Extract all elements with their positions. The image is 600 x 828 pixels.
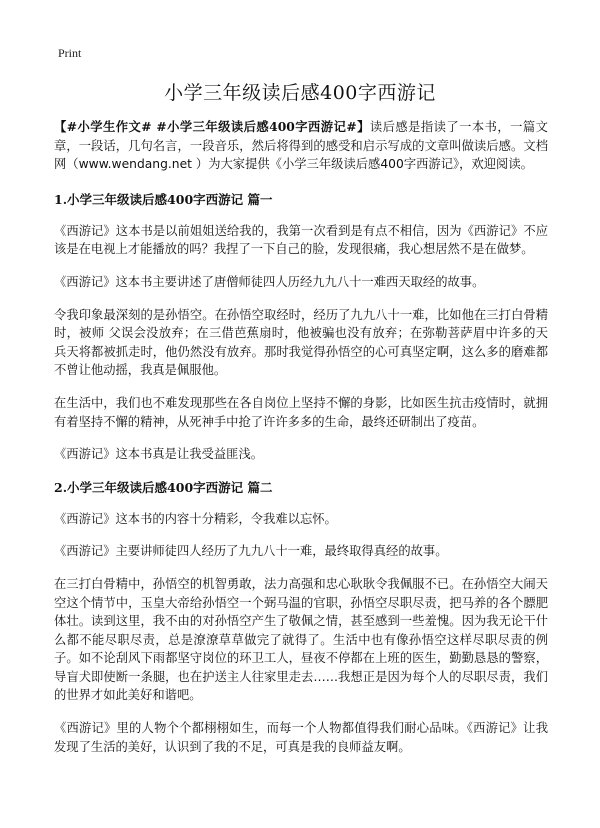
section-2-paragraph-1: 《西游记》这本书的内容十分精彩，令我难以忘怀。	[54, 511, 337, 526]
print-label: Print	[58, 46, 82, 60]
intro-text: 读后感是指读了一本书，一篇文章，一段话，几句名言，一段音乐，然后将得到的感受和启示写成的文章叫做读后感。文档网（www.wendang.net ）为大家提供《小学三年级读后感400字西游记》，欢迎阅读。	[54, 120, 548, 172]
section-2-paragraph-4: 《西游记》里的人物个个都栩栩如生，而每一个人物都值得我们耐心品味。《西游记》让我发现了生活的美好，认识到了我的不足，可真是我的良师益友啊。	[54, 721, 548, 754]
section-1-paragraph-3: 令我印象最深刻的是孙悟空。在孙悟空取经时，经历了九九八十一难，比如他在三打白骨精时，被师 父误会没放弃；在三借芭蕉扇时，他被骗也没有放弃；在弥勒菩萨眉中许多的天兵天将都被抓走时，他仍然没有放弃。那时我觉得孙悟空的心可真坚定啊，这么多的磨难都不曾让他动摇，我真是佩服他。	[54, 307, 548, 378]
page-title: 小学三年级读后感400字西游记	[164, 82, 436, 104]
section-2-paragraph-2: 《西游记》主要讲师徒四人经历了九九八十一难，最终取得真经的故事。	[54, 544, 448, 559]
section-heading-1: 1.小学三年级读后感400字西游记 篇一	[54, 191, 273, 207]
section-heading-2: 2.小学三年级读后感400字西游记 篇二	[54, 479, 273, 495]
section-1-paragraph-4: 在生活中，我们也不难发现那些在各自岗位上坚持不懈的身影，比如医生抗击疫情时，就拥有着坚持不懈的精神，从死神手中抢了许许多多的生命，最终还研制出了疫苗。	[54, 395, 548, 429]
intro-paragraph	[54, 118, 548, 174]
document-body	[54, 118, 548, 756]
section-1-paragraph-2: 《西游记》这本书主要讲述了唐僧师徒四人历经九九八十一难西天取经的故事。	[54, 274, 485, 289]
section-2-paragraph-3: 在三打白骨精中，孙悟空的机智勇敢，法力高强和忠心耿耿令我佩服不已。在孙悟空大闹天空这个情节中，玉皇大帝给孙悟空一个弼马温的官职，孙悟空尽职尽责，把马养的各个膘肥体壮。读到这里，我不由的对孙悟空产生了敬佩之情，甚至感到一些羞愧。因为我无论干什么都不能尽职尽责，总是潦潦草草做完了就得了。生活中也有像孙悟空这样尽职尽责的例子。如不论刮风下雨都坚守岗位的环卫工人，昼夜不停都在上班的医生，勤勤恳恳的警察，导盲犬即使断一条腿，也在护送主人往家里走去……我想正是因为每个人的尽职尽责，我们的世界才如此美好和谐吧。	[54, 576, 548, 703]
section-1-paragraph-1: 《西游记》这本书是以前姐姐送给我的，我第一次看到是有点不相信，因为《西游记》不应该是在电视上才能播放的吗？我捏了一下自己的脸，发现很痛，我心想居然不是在做梦。	[54, 223, 548, 257]
section-1-paragraph-5: 《西游记》这本书真是让我受益匪浅。	[54, 447, 264, 462]
intro-keywords: 【#小学生作文# #小学三年级读后感400字西游记#】	[54, 119, 370, 134]
